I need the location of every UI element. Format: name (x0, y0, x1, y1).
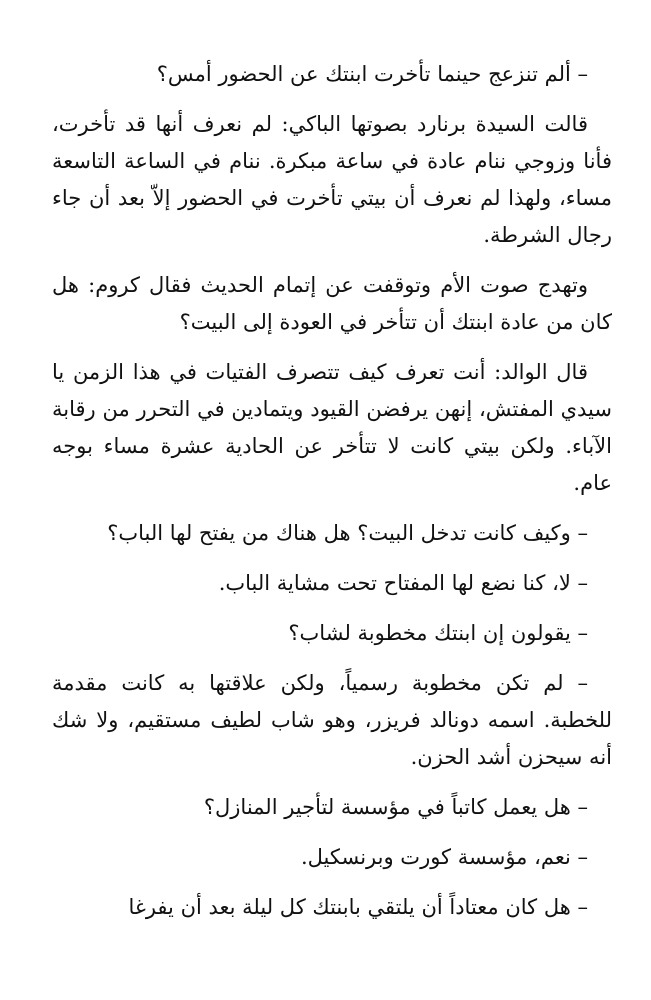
paragraph-clerk-question: – هل يعمل كاتباً في مؤسسة لتأجير المنازل؟ (203, 795, 588, 819)
paragraph-mrs-bernard-reply: قالت السيدة برنارد بصوتها الباكي: لم نعرف أنها قد تأخرت، فأنا وزوجي ننام عادة في ساعة مبكرة. ننام في الساعة التاسعة مساء، ولهذا لم نعرف أن بيتي تأخرت في الحضور إلاّ بعد أن جاء رجال الشرطة. (52, 112, 612, 247)
paragraph-how-enter-house: – وكيف كانت تدخل البيت؟ هل هناك من يفتح لها الباب؟ (107, 521, 588, 545)
page-body (52, 56, 612, 939)
paragraph-meet-nightly: – هل كان معتاداً أن يلتقي بابنتك كل ليلة بعد أن يفرغا (128, 895, 588, 919)
paragraph-crome-question: وتهدج صوت الأم وتوقفت عن إتمام الحديث فقال كروم: هل كان من عادة ابنتك أن تتأخر في العودة إلى البيت؟ (52, 273, 612, 334)
paragraph-company-name: – نعم، مؤسسة كورت وبرنسكيل. (300, 845, 588, 869)
paragraph-question-annoyed: – ألم تنزعج حينما تأخرت ابنتك عن الحضور أمس؟ (156, 62, 588, 86)
paragraph-engaged-question: – يقولون إن ابنتك مخطوبة لشاب؟ (288, 621, 588, 645)
paragraph-donald-fraser: – لم تكن مخطوبة رسمياً، ولكن علاقتها به كانت مقدمة للخطبة. اسمه دونالد فريزر، وهو شاب لطيف مستقيم، ولا شك أنه سيحزن أشد الحزن. (52, 671, 612, 769)
paragraph-key-under-mat: – لا، كنا نضع لها المفتاح تحت مشاية الباب. (218, 571, 588, 595)
paragraph-father-reply: قال الوالد: أنت تعرف كيف تتصرف الفتيات في هذا الزمن يا سيدي المفتش، إنهن يرفضن القيود ويتمادين في التحرر من رقابة الآباء. ولكن بيتي كانت لا تتأخر عن الحادية عشرة مساء بوجه عام. (52, 360, 612, 495)
